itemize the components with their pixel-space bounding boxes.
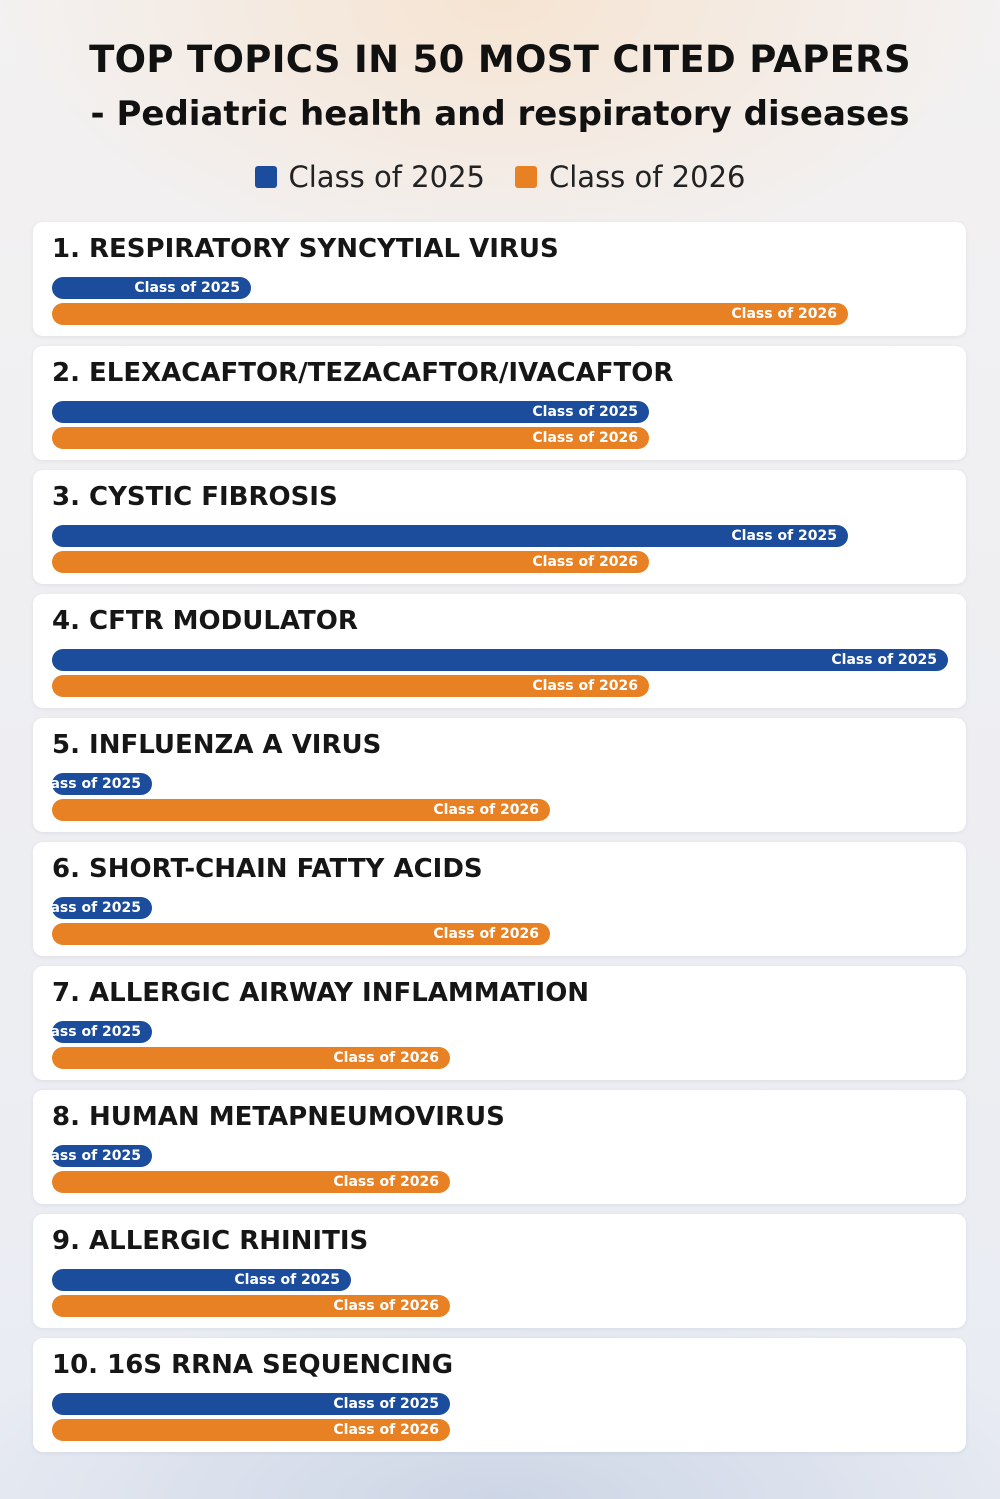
bar-label: Class of 2026 [433, 926, 539, 942]
chart-subtitle: - Pediatric health and respiratory diseases [90, 94, 910, 134]
bar-track-2025 [52, 1393, 948, 1415]
chart-title: TOP TOPICS IN 50 MOST CITED PAPERS [89, 38, 911, 81]
legend-swatch-2026 [515, 166, 537, 188]
bar-label: Class of 2025 [333, 1396, 439, 1412]
bar-2026 [52, 1419, 450, 1441]
bar-2025 [52, 1269, 351, 1291]
bar-track-2025 [52, 401, 948, 423]
topic-list [33, 222, 966, 1462]
bar-2026 [52, 1047, 450, 1069]
bar-label: Class of 2026 [333, 1050, 439, 1066]
legend-item-2026 [515, 160, 746, 194]
legend-swatch-2025 [255, 166, 277, 188]
bar-2026 [52, 303, 848, 325]
topic-card [33, 1090, 966, 1204]
bar-2026 [52, 923, 550, 945]
bar-label: Class of 2026 [433, 802, 539, 818]
bar-track-2025 [35, 1145, 948, 1167]
topic-card [33, 346, 966, 460]
legend-item-2025 [255, 160, 486, 194]
bar-track-2026 [52, 303, 948, 325]
topic-title: 10. 16S RRNA SEQUENCING [52, 1350, 454, 1380]
bar-2025 [35, 1021, 152, 1043]
bar-track-2025 [52, 649, 948, 671]
bar-2025 [52, 525, 848, 547]
bar-track-2026 [52, 551, 948, 573]
bar-2026 [52, 675, 649, 697]
bar-track-2026 [52, 923, 948, 945]
topic-card [33, 1338, 966, 1452]
topic-card [33, 222, 966, 336]
bar-label: Class of 2026 [333, 1298, 439, 1314]
topic-title: 3. CYSTIC FIBROSIS [52, 482, 338, 512]
topic-title: 4. CFTR MODULATOR [52, 606, 358, 636]
bar-label: Class of 2025 [35, 1148, 141, 1164]
bar-label: Class of 2025 [731, 528, 837, 544]
bar-2026 [52, 551, 649, 573]
bar-label: Class of 2026 [333, 1174, 439, 1190]
bar-label: Class of 2026 [532, 554, 638, 570]
bar-label: Class of 2025 [35, 776, 141, 792]
bar-track-2025 [52, 525, 948, 547]
bar-track-2026 [52, 799, 948, 821]
bar-label: Class of 2026 [532, 430, 638, 446]
legend-label-2025: Class of 2025 [288, 160, 485, 194]
bar-track-2025 [35, 773, 948, 795]
bar-track-2026 [52, 427, 948, 449]
bar-2025 [52, 401, 649, 423]
bar-2026 [52, 1295, 450, 1317]
bar-track-2026 [52, 1419, 948, 1441]
bar-label: Class of 2025 [134, 280, 240, 296]
bar-track-2025 [52, 277, 948, 299]
bar-label: Class of 2026 [333, 1422, 439, 1438]
topic-card [33, 842, 966, 956]
bar-label: Class of 2025 [532, 404, 638, 420]
topic-card [33, 718, 966, 832]
bar-label: Class of 2026 [731, 306, 837, 322]
bar-2025 [52, 649, 948, 671]
topic-title: 2. ELEXACAFTOR/TEZACAFTOR/IVACAFTOR [52, 358, 674, 388]
bar-label: Class of 2025 [831, 652, 937, 668]
bar-track-2026 [52, 1171, 948, 1193]
topic-title: 8. HUMAN METAPNEUMOVIRUS [52, 1102, 505, 1132]
topic-title: 6. SHORT-CHAIN FATTY ACIDS [52, 854, 483, 884]
bar-track-2025 [35, 897, 948, 919]
legend [0, 160, 1000, 194]
bar-track-2025 [35, 1021, 948, 1043]
bar-2026 [52, 1171, 450, 1193]
bar-track-2026 [52, 675, 948, 697]
topic-title: 7. ALLERGIC AIRWAY INFLAMMATION [52, 978, 590, 1008]
bar-track-2026 [52, 1047, 948, 1069]
bar-label: Class of 2026 [532, 678, 638, 694]
topic-card [33, 966, 966, 1080]
bar-track-2025 [52, 1269, 948, 1291]
bar-label: Class of 2025 [35, 900, 141, 916]
topic-card [33, 594, 966, 708]
bar-2025 [52, 277, 251, 299]
topic-title: 1. RESPIRATORY SYNCYTIAL VIRUS [52, 234, 559, 264]
topic-card [33, 1214, 966, 1328]
bar-track-2026 [52, 1295, 948, 1317]
legend-label-2026: Class of 2026 [549, 160, 746, 194]
bar-2025 [52, 1393, 450, 1415]
bar-label: Class of 2025 [35, 1024, 141, 1040]
bar-2025 [35, 773, 152, 795]
topic-title: 9. ALLERGIC RHINITIS [52, 1226, 369, 1256]
topic-card [33, 470, 966, 584]
bar-2026 [52, 799, 550, 821]
bar-2025 [35, 1145, 152, 1167]
bar-label: Class of 2025 [234, 1272, 340, 1288]
bar-2025 [35, 897, 152, 919]
topic-title: 5. INFLUENZA A VIRUS [52, 730, 382, 760]
bar-2026 [52, 427, 649, 449]
